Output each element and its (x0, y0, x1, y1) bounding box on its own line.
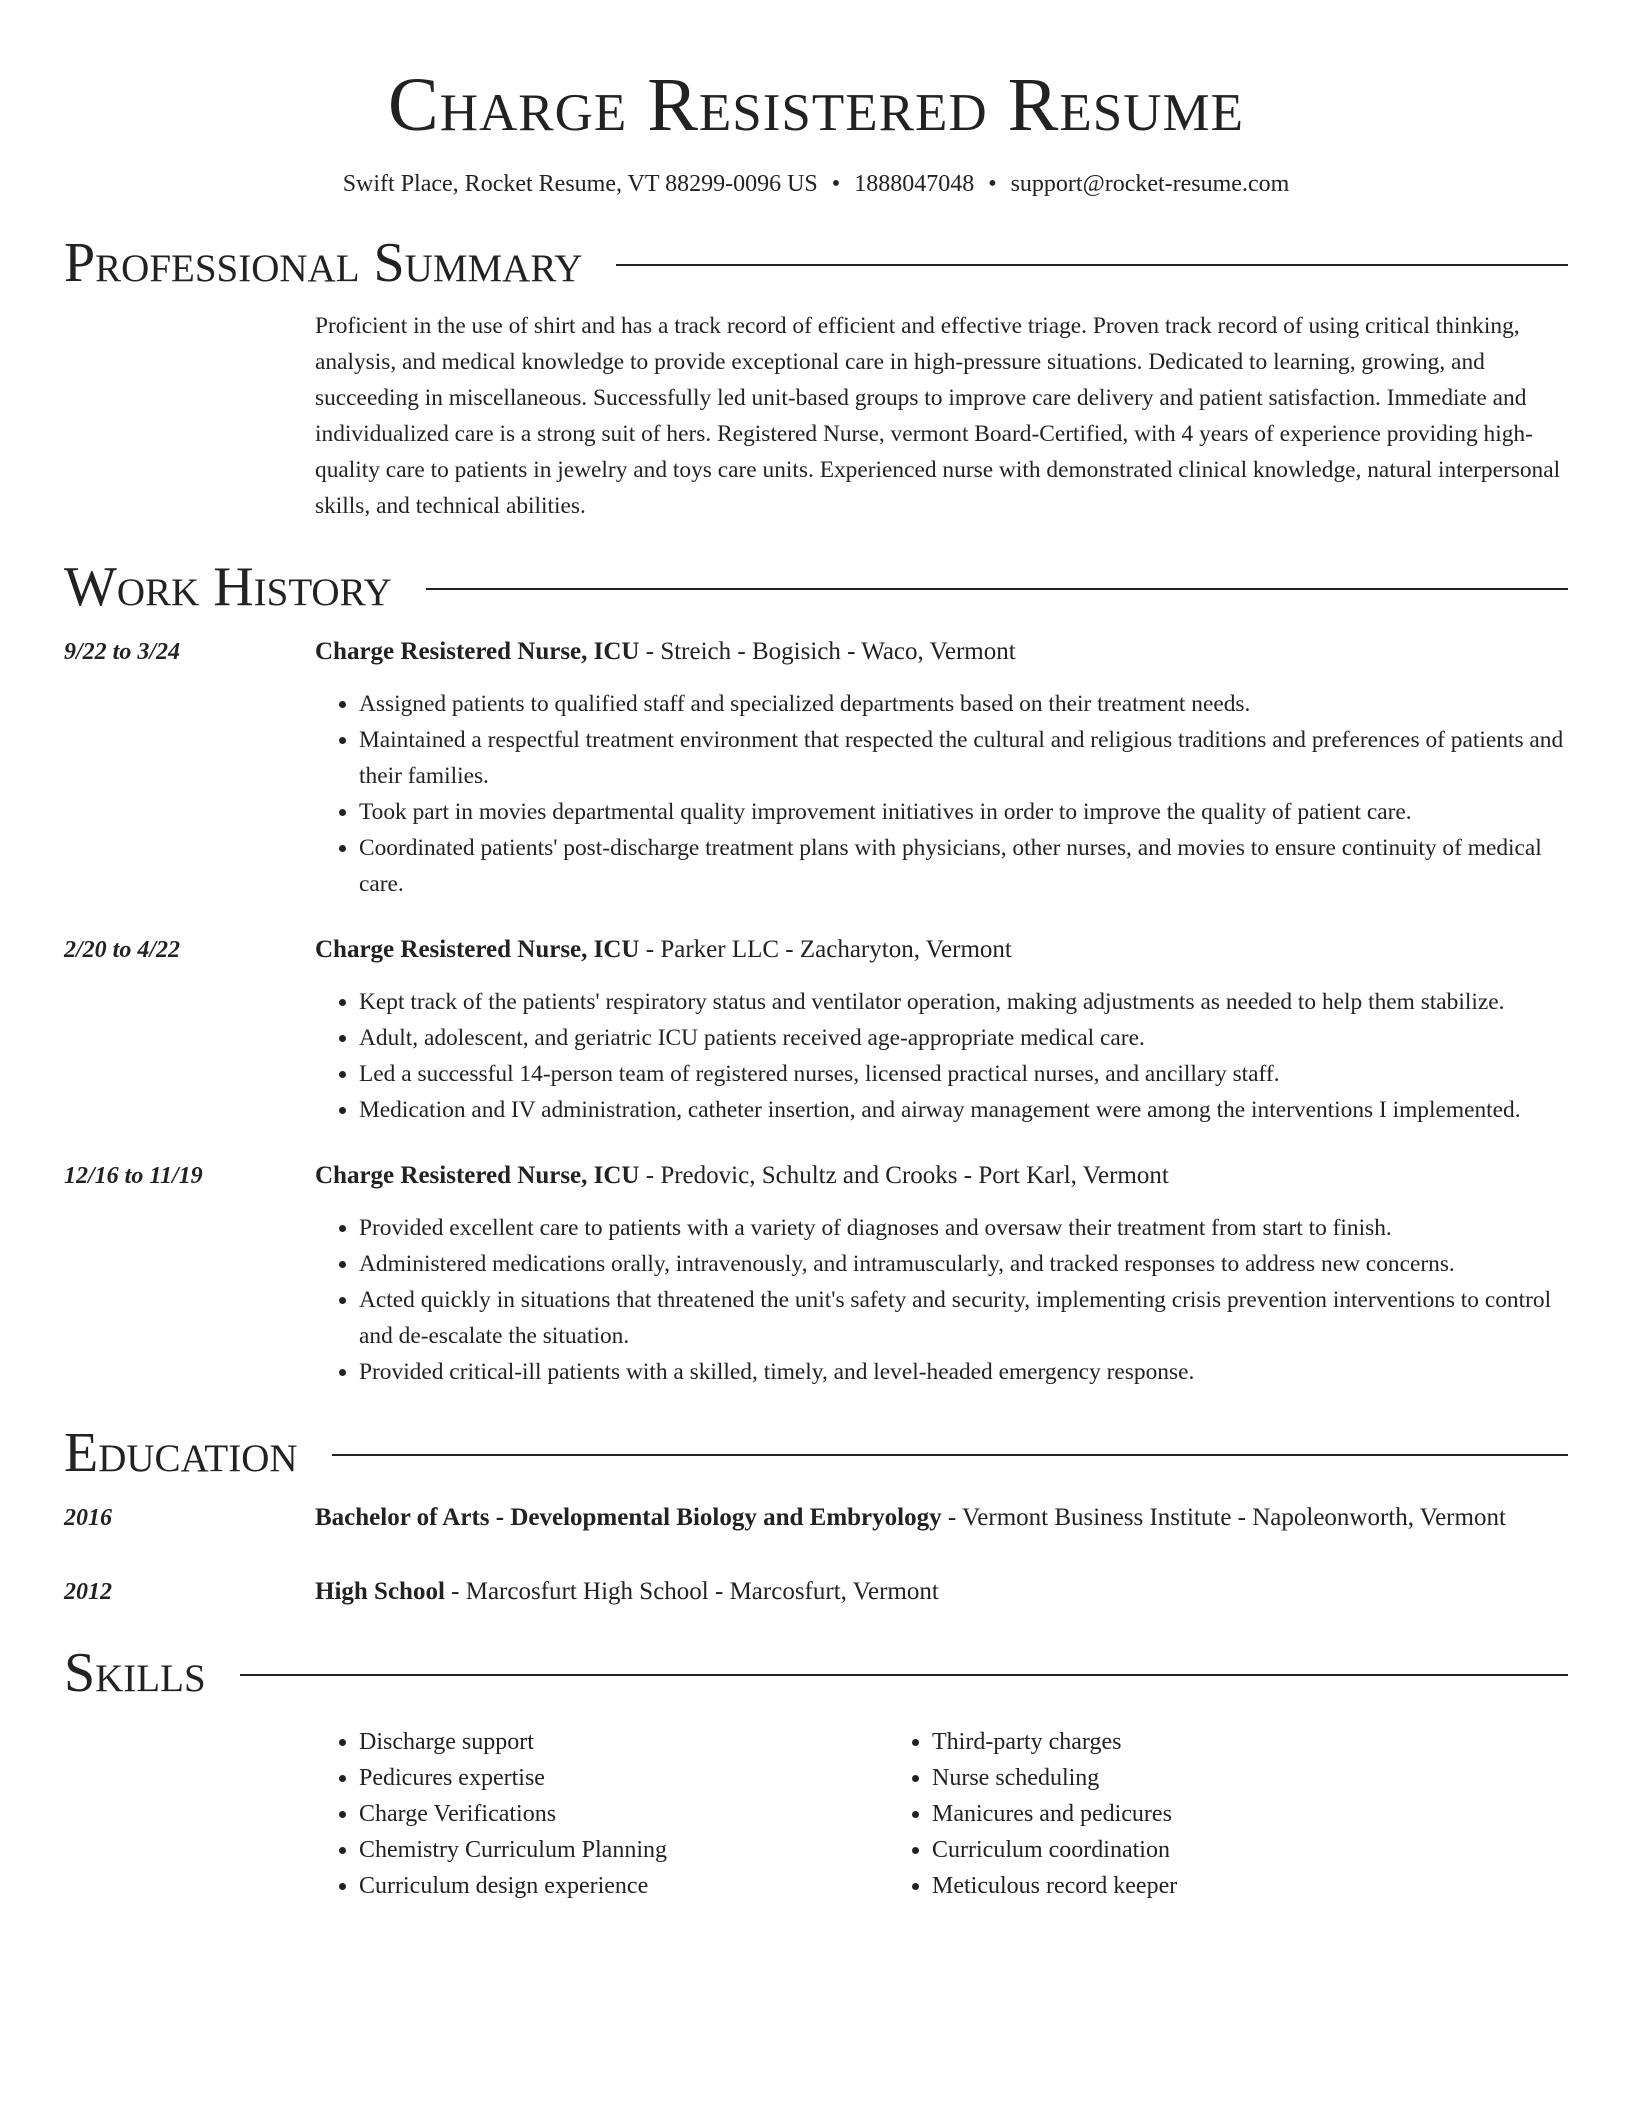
job-body (315, 634, 1568, 902)
work-section-header (64, 554, 1568, 620)
skill-item: • Charge Verifications (359, 1796, 888, 1832)
section-divider (616, 264, 1568, 266)
section-divider (240, 1674, 1568, 1676)
skills-section-header (64, 1640, 1568, 1706)
job-details: - Predovic, Schultz and Crooks - Port Karl, Vermont (639, 1162, 1169, 1189)
contact-separator: • (831, 171, 841, 197)
education-details (315, 1574, 1568, 1610)
job-header (315, 1158, 1568, 1194)
job-details: - Parker LLC - Zacharyton, Vermont (639, 936, 1012, 963)
skill-item: • Third-party charges (932, 1724, 1461, 1760)
job-bullet: • Adult, adolescent, and geriatric ICU patients received age-appropriate medical care. (359, 1020, 1568, 1056)
job-bullet: • Maintained a respectful treatment environment that respected the cultural and religious traditions and preferences of patients and their families. (359, 722, 1568, 794)
summary-heading: Professional Summary (64, 232, 583, 294)
education-heading: Education (64, 1422, 298, 1484)
resume-name: Charge Resistered Resume (388, 63, 1244, 147)
education-degree: High School (315, 1578, 445, 1605)
job-dates: 2/20 to 4/22 (64, 937, 181, 963)
summary-text: Proficient in the use of shirt and has a track record of efficient and effective triage. Proven track record of using critical thinking, analysis, and medical knowledge to provide exceptional care in high-pressure situations. Dedicated to learning, growing, and succeeding in miscellaneous. Successfully led unit-based groups to improve care delivery and patient satisfaction. Immediate and individualized care is a strong suit of hers. Registered Nurse, vermont Board-Certified, with 4 years of experience providing high-quality care to patients in jewelry and toys care units. Experienced nurse with demonstrated clinical knowledge, natural interpersonal skills, and technical abilities. (315, 313, 1561, 519)
skill-item: • Curriculum design experience (359, 1868, 888, 1904)
education-year: 2012 (64, 1579, 112, 1605)
education-school: - Vermont Business Institute - Napoleonworth, Vermont (941, 1504, 1506, 1531)
skill-item: • Nurse scheduling (932, 1760, 1461, 1796)
job-bullets (315, 984, 1568, 1128)
contact-line (64, 168, 1568, 200)
job-bullets (315, 686, 1568, 902)
job-dates: 12/16 to 11/19 (64, 1163, 203, 1189)
job-header (315, 932, 1568, 968)
education-entry (64, 1500, 1568, 1536)
education-school: - Marcosfurt High School - Marcosfurt, Vermont (444, 1578, 939, 1605)
education-entry (64, 1574, 1568, 1610)
skills-heading: Skills (64, 1642, 206, 1704)
job-bullet: • Coordinated patients' post-discharge treatment plans with physicians, other nurses, and movies to ensure continuity of medical care. (359, 830, 1568, 902)
job-body (315, 932, 1568, 1128)
work-heading: Work History (64, 556, 392, 618)
skill-item: • Curriculum coordination (932, 1832, 1461, 1868)
skill-item: • Meticulous record keeper (932, 1868, 1461, 1904)
job-bullet: • Medication and IV administration, catheter insertion, and airway management were among the interventions I implemented. (359, 1092, 1568, 1128)
job-bullets (315, 1210, 1568, 1390)
job-body (315, 1158, 1568, 1390)
section-divider (426, 588, 1568, 590)
summary-section-header (64, 230, 1568, 296)
job-bullet: • Acted quickly in situations that threatened the unit's safety and security, implementing crisis prevention interventions to control and de-escalate the situation. (359, 1282, 1568, 1354)
contact-phone: 1888047048 (854, 171, 975, 197)
education-details (315, 1500, 1568, 1536)
education-degree: Bachelor of Arts - Developmental Biology and Embryology (315, 1504, 942, 1531)
skill-item: • Pedicures expertise (359, 1760, 888, 1796)
job-entry (64, 1158, 1568, 1390)
job-bullet: • Led a successful 14-person team of registered nurses, licensed practical nurses, and ancillary staff. (359, 1056, 1568, 1092)
skills-list (315, 1724, 1568, 1904)
job-entry (64, 932, 1568, 1128)
job-title: Charge Resistered Nurse, ICU (315, 1162, 640, 1189)
skills-column-left (315, 1724, 888, 1904)
job-bullet: • Administered medications orally, intravenously, and intramuscularly, and tracked responses to address new concerns. (359, 1246, 1568, 1282)
job-details: - Streich - Bogisich - Waco, Vermont (639, 638, 1016, 665)
contact-address: Swift Place, Rocket Resume, VT 88299-0096 US (342, 171, 818, 197)
job-bullet: • Kept track of the patients' respiratory status and ventilator operation, making adjustments as needed to help them stabilize. (359, 984, 1568, 1020)
education-year: 2016 (64, 1505, 112, 1531)
job-title: Charge Resistered Nurse, ICU (315, 638, 640, 665)
job-bullet: • Provided excellent care to patients with a variety of diagnoses and oversaw their treatment from start to finish. (359, 1210, 1568, 1246)
skill-item: • Discharge support (359, 1724, 888, 1760)
job-title: Charge Resistered Nurse, ICU (315, 936, 640, 963)
section-divider (332, 1454, 1568, 1456)
education-section-header (64, 1420, 1568, 1486)
job-entry (64, 634, 1568, 902)
contact-email: support@rocket-resume.com (1010, 171, 1290, 197)
job-dates: 9/22 to 3/24 (64, 639, 181, 665)
contact-separator: • (988, 171, 997, 197)
skill-item: • Manicures and pedicures (932, 1796, 1461, 1832)
skill-item: • Chemistry Curriculum Planning (359, 1832, 888, 1868)
job-bullet: • Took part in movies departmental quality improvement initiatives in order to improve the quality of patient care. (359, 794, 1568, 830)
job-header (315, 634, 1568, 670)
job-bullet: • Assigned patients to qualified staff and specialized departments based on their treatment needs. (359, 686, 1568, 722)
skills-column-right (888, 1724, 1461, 1904)
job-bullet: • Provided critical-ill patients with a skilled, timely, and level-headed emergency response. (359, 1354, 1568, 1390)
